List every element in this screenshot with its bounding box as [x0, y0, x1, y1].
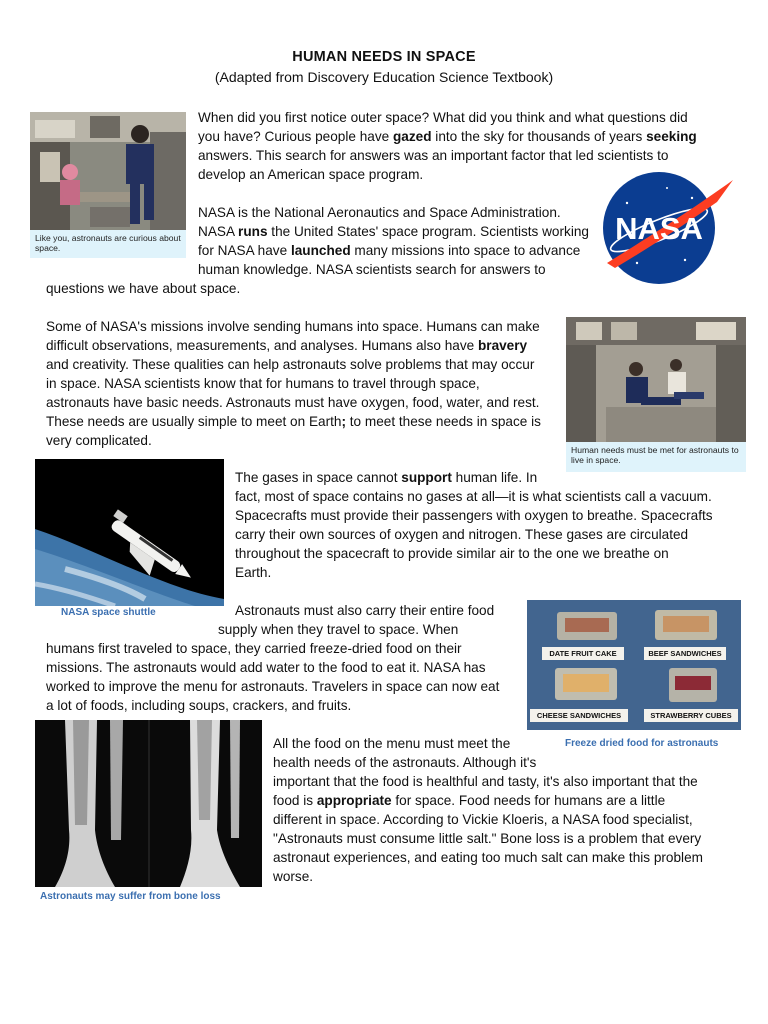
text-line: astronauts have basic needs. Astronauts must have oxygen, food, water, and rest.: [46, 395, 540, 410]
text-line: NASA runs the United States' space program. Scientists working: [198, 224, 589, 239]
text-line: you have? Curious people have gazed into the sky for thousands of years seeking: [198, 129, 697, 144]
text-line: in space. NASA scientists know that for humans to travel through space,: [46, 376, 480, 391]
food-label-strawberry-cubes: STRAWBERRY CUBES: [644, 709, 738, 722]
space-shuttle-photo: [35, 459, 224, 606]
text-line: very complicated.: [46, 433, 152, 448]
text-line: difficult observations, measurements, and analyses. Humans also have bravery: [46, 338, 528, 353]
human-needs-caption: Human needs must be met for astronauts to live in space.: [566, 442, 746, 472]
text-line: carry their own sources of oxygen and nitrogen. These gases are circulated: [235, 527, 689, 542]
page-title: HUMAN NEEDS IN SPACE: [292, 49, 476, 65]
freeze-dried-caption: Freeze dried food for astronauts: [565, 738, 719, 749]
astronauts-exercise-photo: [566, 317, 746, 442]
text-line: missions. The astronauts would add water to the food to eat it. NASA has: [46, 660, 486, 675]
astronaut-station-photo: [30, 112, 186, 230]
page-subtitle: (Adapted from Discovery Education Science Textbook): [214, 69, 554, 85]
nasa-logo: [597, 168, 737, 284]
food-label-beef-sandwiches: BEEF SANDWICHES: [644, 647, 726, 660]
text-line: questions we have about space.: [46, 281, 241, 296]
text-line: supply when they travel to space. When: [218, 622, 459, 637]
shuttle-caption: NASA space shuttle: [61, 607, 156, 618]
text-line: health needs of the astronauts. Although it's: [273, 755, 537, 770]
text-line: fact, most of space contains no gases at all—it is what scientists call a vacuum.: [235, 489, 712, 504]
bone-xray-photo: [35, 720, 262, 887]
text-line: different in space. According to Vickie Kloeris, a NASA food specialist,: [273, 812, 693, 827]
food-label-date-fruit-cake: DATE FRUIT CAKE: [542, 647, 624, 660]
text-line: "Astronauts must consume little salt." Bone loss is a problem that every: [273, 831, 702, 846]
text-line: All the food on the menu must meet the: [273, 736, 511, 751]
food-label-cheese-sandwiches: CHEESE SANDWICHES: [530, 709, 628, 722]
text-line: Some of NASA's missions involve sending humans into space. Humans can make: [46, 319, 540, 334]
nasa-logo-text: NASA: [615, 211, 703, 246]
text-line: throughout the spacecraft to provide similar air to the one we breathe on: [235, 546, 669, 561]
text-line: humans first traveled to space, they carried freeze-dried food on their: [46, 641, 462, 656]
freeze-dried-food-photo: [527, 600, 741, 730]
text-line: develop an American space program.: [198, 167, 424, 182]
text-line: worse.: [273, 869, 314, 884]
text-line: The gases in space cannot support human life. In: [235, 470, 538, 485]
text-line: These needs are usually simple to meet on Earth; to meet these needs in space is: [46, 414, 541, 429]
text-line: and creativity. These qualities can help astronauts solve problems that may occur: [46, 357, 535, 372]
text-line: Earth.: [235, 565, 272, 580]
text-line: human knowledge. NASA scientists search for answers to: [198, 262, 546, 277]
astronaut-curious-caption: Like you, astronauts are curious about space.: [30, 230, 186, 258]
text-line: a lot of foods, including soups, crackers, and fruits.: [46, 698, 352, 713]
text-line: NASA is the National Aeronautics and Space Administration.: [198, 205, 561, 220]
text-line: Spacecrafts must provide their passengers with oxygen to breathe. Spacecrafts: [235, 508, 713, 523]
text-line: answers. This search for answers was an important factor that led scientists to: [198, 148, 669, 163]
bone-loss-caption: Astronauts may suffer from bone loss: [40, 891, 221, 902]
text-line: Astronauts must also carry their entire food: [235, 603, 495, 618]
text-line: food is appropriate for space. Food needs for humans are a little: [273, 793, 666, 808]
text-line: worked to improve the menu for astronauts. Travelers in space can now eat: [46, 679, 500, 694]
text-line: important that the food is healthful and tasty, it's also important that the: [273, 774, 698, 789]
text-line: astronaut experiences, and eating too much salt can make this problem: [273, 850, 703, 865]
text-line: for NASA have launched many missions into space to advance: [198, 243, 581, 258]
text-line: When did you first notice outer space? What did you think and what questions did: [198, 110, 688, 125]
